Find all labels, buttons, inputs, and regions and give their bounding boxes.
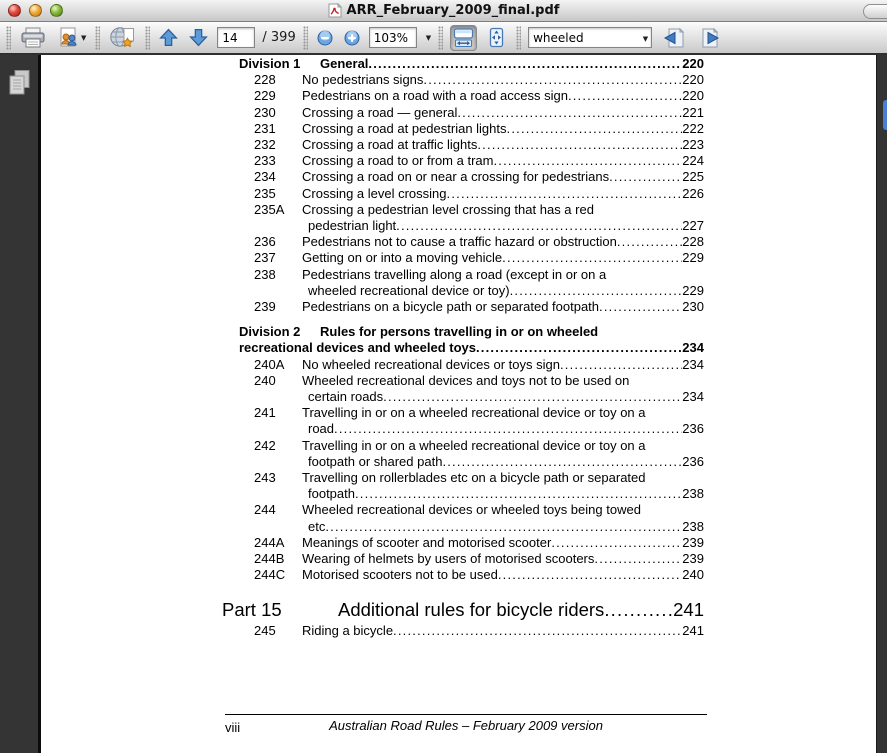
find-next-button[interactable] [695, 25, 724, 51]
toc-entry-title: Crossing a road at traffic lights [302, 137, 478, 153]
vertical-scrollbar[interactable] [876, 55, 887, 753]
toc-entry-title: Meanings of scooter and motorised scooter [302, 534, 552, 550]
fit-page-button[interactable] [484, 25, 509, 51]
toolbar-separator [95, 26, 100, 50]
toc-row [222, 88, 704, 104]
toc-dot-leader [325, 519, 682, 535]
title-bar [0, 0, 887, 22]
toc-page-number: 236 [682, 421, 704, 437]
toc-row [222, 599, 704, 621]
navigation-panel-strip [0, 55, 41, 753]
toc-page-number: 230 [682, 299, 704, 315]
toc-page-number: 221 [682, 104, 704, 120]
zoom-dropdown-caret[interactable]: ▼ [425, 33, 432, 42]
zoom-out-button[interactable] [315, 25, 335, 51]
toc-row [222, 567, 704, 583]
toc-page-number: 239 [682, 534, 704, 550]
toc-dot-leader [383, 389, 682, 405]
zoom-level-input[interactable] [369, 27, 417, 48]
footer-rule [225, 714, 707, 715]
search-field-wrap [528, 27, 652, 48]
toc-dot-leader [334, 421, 682, 437]
fit-width-icon [453, 27, 474, 48]
toc-dot-leader [599, 299, 682, 315]
globe-document-icon [109, 26, 136, 50]
toc-entry-title: Getting on or into a moving vehicle [302, 250, 503, 266]
find-previous-button[interactable] [659, 25, 688, 51]
search-input[interactable] [528, 27, 652, 48]
toc-row [222, 218, 704, 234]
toc-rule-number: 232 [254, 137, 276, 153]
toolbar-grip [6, 26, 11, 50]
toc-row [222, 535, 704, 551]
toc-row [222, 169, 704, 185]
toc-row [222, 421, 704, 437]
toc-page-number: 234 [682, 340, 704, 356]
toc-rule-number: 243 [254, 470, 276, 486]
toc-entry-title: Riding a bicycle [302, 622, 394, 638]
toc-section-label: Part 15 [222, 598, 282, 620]
toc-dot-leader [368, 56, 682, 72]
toc-dot-leader [560, 357, 682, 373]
toc-entry-title: Crossing a road to or from a tram [302, 153, 494, 169]
next-page-button[interactable] [187, 25, 210, 51]
toc-entry-title: General [320, 56, 369, 71]
zoom-window-button[interactable] [50, 4, 63, 17]
toc-entry-title: Crossing a road on or near a crossing for pedestrians [302, 169, 610, 185]
toc-dot-leader [393, 623, 682, 639]
toc-rule-number: 244 [254, 502, 276, 518]
toc-dot-leader [498, 567, 682, 583]
toc-dot-leader [507, 121, 683, 137]
toc-dot-leader [604, 599, 673, 621]
toc-entry-title: Travelling in or on a wheeled recreational device or toy on a [302, 437, 646, 453]
toc-dot-leader [510, 283, 683, 299]
toc-dot-leader [396, 218, 682, 234]
toc-page-number: 229 [682, 250, 704, 266]
toc-row [222, 105, 704, 121]
toc-page-number: 241 [682, 622, 704, 638]
window-title: ARR_February_2009_final.pdf [346, 3, 560, 18]
toc-row [222, 121, 704, 137]
toc-entry-title: Motorised scooters not to be used [302, 567, 498, 583]
toc-page-number: 225 [682, 169, 704, 185]
toc-row [222, 202, 704, 218]
toc-entry-title: Wheeled recreational devices or wheeled toys being towed [302, 502, 641, 518]
toc-entry-title: Travelling in or on a wheeled recreational device or toy on a [302, 405, 646, 421]
toc-row [222, 405, 704, 421]
scrollbar-thumb[interactable] [883, 100, 887, 130]
toc-entry-title: footpath or shared path [308, 453, 443, 469]
toc-rule-number: 231 [254, 120, 276, 136]
toc-dot-leader [477, 137, 682, 153]
toc-page-number: 238 [682, 486, 704, 502]
toc-rule-number: 234 [254, 169, 276, 185]
toc-rule-number: 229 [254, 88, 276, 104]
toc-rule-number: 245 [254, 622, 276, 638]
toc-entry-title: certain roads [308, 389, 384, 405]
toolbar [0, 22, 887, 55]
printer-icon [20, 27, 46, 49]
toc-entry-title: Pedestrians on a bicycle path or separated footpath [302, 299, 600, 315]
toc-rule-number: 236 [254, 234, 276, 250]
toc-page-number: 226 [682, 185, 704, 201]
toc-page-number: 234 [682, 356, 704, 372]
toc-page-number: 220 [682, 56, 704, 71]
toc-entry-title: Wheeled recreational devices and toys not to be used on [302, 372, 630, 388]
minimize-window-button[interactable] [29, 4, 42, 17]
toc-dot-leader [617, 234, 682, 250]
toolbar-separator [145, 26, 150, 50]
toc-entry-title: Pedestrians travelling along a road (except in or on a [302, 266, 607, 282]
toc-dot-leader [594, 551, 682, 567]
arrow-up-icon [159, 28, 178, 47]
toc-row [222, 324, 704, 340]
toc-entry-title: recreational devices and wheeled toys [239, 340, 476, 356]
toc-entry-title: road [308, 421, 335, 437]
toc-entry-title: Crossing a road at pedestrian lights [302, 120, 507, 136]
toc-rule-number: 240 [254, 372, 276, 388]
toolbar-separator [516, 26, 521, 50]
toc-entry-title: etc [308, 518, 326, 534]
toc-rule-number: 244C [254, 567, 286, 583]
find-next-icon [697, 27, 722, 49]
toc-dot-leader [423, 72, 682, 88]
toc-row [222, 234, 704, 250]
toc-dot-leader [442, 454, 682, 470]
toc-row [222, 389, 704, 405]
toc-row [222, 438, 704, 454]
toc-page-number: 239 [682, 551, 704, 567]
toc-rule-number: 239 [254, 299, 276, 315]
toc-dot-leader [493, 153, 682, 169]
toc-page-number: 222 [682, 120, 704, 136]
table-of-contents [222, 56, 704, 639]
toc-rule-number: 238 [254, 266, 276, 282]
toc-row [222, 502, 704, 518]
page-footer [225, 718, 707, 733]
collaborate-icon [57, 27, 79, 49]
toc-dot-leader [457, 105, 682, 121]
toc-row [222, 486, 704, 502]
toc-page-number: 241 [673, 598, 704, 620]
toc-page-number: 224 [682, 153, 704, 169]
fit-width-button[interactable] [450, 25, 477, 51]
toc-rule-number: 237 [254, 250, 276, 266]
toc-rule-number: 244B [254, 551, 285, 567]
fit-page-icon [486, 27, 507, 48]
toc-page-number: 234 [682, 389, 704, 405]
toc-rule-number: 235 [254, 185, 276, 201]
toc-row [222, 153, 704, 169]
toc-row [222, 470, 704, 486]
toc-rule-number: 235A [254, 201, 285, 217]
page-total-label: / 399 [262, 30, 296, 45]
toc-row [222, 299, 704, 315]
toc-row [222, 283, 704, 299]
toc-row [222, 454, 704, 470]
toc-row [222, 519, 704, 535]
toc-rule-number: 228 [254, 72, 276, 88]
toc-page-number: 227 [682, 218, 704, 234]
toc-page-number: 229 [682, 282, 704, 298]
toc-row [222, 357, 704, 373]
document-page [41, 55, 877, 753]
toc-entry-title: Pedestrians not to cause a traffic hazard or obstruction [302, 234, 617, 250]
toolbar-separator [303, 26, 308, 50]
toc-entry-title: Wearing of helmets by users of motorised scooters [302, 551, 595, 567]
zoom-in-button[interactable] [342, 25, 362, 51]
toc-page-number: 220 [682, 88, 704, 104]
toc-entry-title: No wheeled recreational devices or toys sign [302, 356, 560, 372]
toc-row [222, 137, 704, 153]
toc-dot-leader [355, 486, 682, 502]
toc-page-number: 238 [682, 518, 704, 534]
toc-page-number: 236 [682, 453, 704, 469]
collaborate-button[interactable] [55, 25, 88, 51]
toc-row [222, 72, 704, 88]
toc-rule-number: 230 [254, 104, 276, 120]
main-area [0, 55, 887, 753]
plus-circle-icon [344, 30, 360, 46]
toc-row [222, 267, 704, 283]
toc-entry-title: Crossing a pedestrian level crossing that has a red [302, 201, 594, 217]
window-controls [8, 4, 63, 17]
toc-section-label: Division 2 [239, 324, 301, 340]
toc-row [222, 551, 704, 567]
footer-version-text: Australian Road Rules – February 2009 version [329, 718, 603, 733]
toc-rule-number: 241 [254, 405, 276, 421]
toc-page-number: 223 [682, 137, 704, 153]
print-button[interactable] [18, 25, 48, 51]
collaborate-dropdown-caret: ▼ [81, 33, 87, 42]
toc-rule-number: 233 [254, 153, 276, 169]
toc-page-number: 240 [682, 567, 704, 583]
toc-entry-title: Additional rules for bicycle riders [338, 598, 605, 620]
toc-rule-number: 242 [254, 437, 276, 453]
toolbar-toggle-pill[interactable] [863, 4, 887, 19]
toc-entry-title: footpath [308, 486, 355, 502]
toolbar-separator [438, 26, 443, 50]
close-window-button[interactable] [8, 4, 21, 17]
page-number-input[interactable] [217, 27, 255, 48]
toc-entry-title: Travelling on rollerblades etc on a bicycle path or separated [302, 470, 646, 486]
toc-page-number: 228 [682, 234, 704, 250]
acrobat-upload-button[interactable] [107, 25, 138, 51]
toc-entry-title: Crossing a road — general [302, 104, 458, 120]
toc-dot-leader [568, 88, 682, 104]
toc-entry-title: Crossing a level crossing [302, 185, 447, 201]
toc-entry-title: wheeled recreational device or toy) [308, 282, 510, 298]
toc-row [222, 373, 704, 389]
arrow-down-icon [189, 28, 208, 47]
toc-dot-leader [609, 169, 682, 185]
toc-row [222, 186, 704, 202]
toc-section-label: Division 1 [239, 56, 301, 71]
toc-dot-leader [447, 186, 683, 202]
minus-circle-icon [317, 30, 333, 46]
toc-entry-title: No pedestrians signs [302, 72, 424, 88]
toc-row [222, 56, 704, 72]
previous-page-button[interactable] [157, 25, 180, 51]
toc-entry-title: pedestrian light [308, 218, 397, 234]
toc-row [222, 623, 704, 639]
window-title-wrap [328, 3, 560, 18]
toc-rule-number: 244A [254, 534, 285, 550]
page-thumbnails-icon[interactable] [7, 69, 33, 97]
toc-row [222, 340, 704, 356]
toc-dot-leader [502, 250, 682, 266]
pdf-file-icon [328, 3, 342, 18]
toc-entry-title: Pedestrians on a road with a road access sign [302, 88, 568, 104]
toc-row [222, 250, 704, 266]
folio-number: viii [225, 720, 241, 735]
find-previous-icon [661, 27, 686, 49]
toc-rule-number: 240A [254, 356, 285, 372]
toc-dot-leader [476, 340, 682, 356]
toc-page-number: 220 [682, 72, 704, 88]
toc-entry-title: Rules for persons travelling in or on wheeled [320, 324, 599, 340]
toc-dot-leader [551, 535, 682, 551]
search-dropdown-caret[interactable]: ▼ [642, 35, 649, 43]
